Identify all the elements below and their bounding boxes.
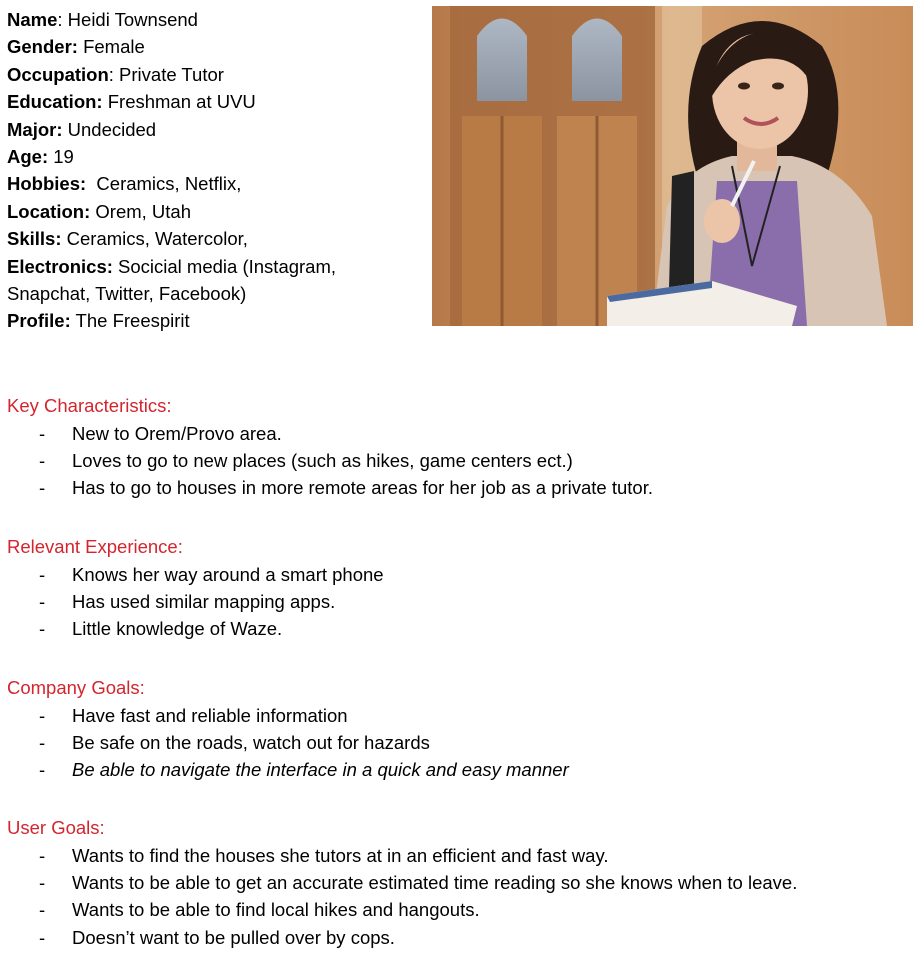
profile-row-gender: [7, 33, 427, 60]
bullet-dash: -: [39, 705, 46, 726]
profile-value: Undecided: [67, 118, 157, 140]
section-key-characteristics: [7, 394, 907, 502]
profile-value: Freshman at UVU: [107, 91, 256, 113]
profile-row-education: [7, 88, 427, 115]
profile-value: Ceramics, Netflix,: [96, 173, 242, 195]
list-item: - Be safe on the roads, watch out for hazards: [7, 729, 907, 756]
bullet-dash: -: [39, 423, 46, 444]
profile-value: Heidi Townsend: [67, 9, 198, 30]
profile-label: Gender:: [7, 36, 78, 58]
list-item: - Be able to navigate the interface in a quick and easy manner: [7, 756, 907, 783]
profile-value: Ceramics, Watercolor,: [66, 228, 248, 250]
profile-row-profile: [7, 307, 427, 334]
bullet-dash: -: [39, 618, 46, 640]
profile-row-age: [7, 143, 427, 170]
bullet-dash: -: [39, 926, 46, 948]
list-item: - Have fast and reliable information: [7, 702, 907, 729]
section-heading: Relevant Experience:: [7, 536, 183, 557]
list-item: - Has used similar mapping apps.: [7, 588, 907, 615]
persona-photo: [432, 6, 913, 326]
bullet-dash: -: [39, 450, 46, 472]
list-item: - Loves to go to new places (such as hikes, game centers ect.): [7, 447, 907, 474]
profile-label: Education:: [7, 91, 103, 113]
list-item: - Little knowledge of Waze.: [7, 615, 907, 642]
bullet-dash: -: [39, 477, 46, 499]
profile-value: The Freespirit: [75, 310, 190, 332]
list-item: - Wants to find the houses she tutors at in an efficient and fast way.: [7, 842, 907, 869]
bullet-list: [7, 561, 907, 643]
profile-label: Age:: [7, 146, 49, 168]
bullet-dash: -: [39, 872, 46, 894]
profile-value: Orem, Utah: [95, 200, 191, 222]
bullet-dash: -: [39, 759, 46, 781]
list-item: - Wants to be able to find local hikes and hangouts.: [7, 896, 907, 923]
profile-value: Female: [83, 36, 145, 58]
profile-label: Electronics:: [7, 255, 113, 277]
profile-row-electronics: [7, 253, 377, 308]
profile-label: Profile:: [7, 310, 71, 332]
list-item: - Has to go to houses in more remote areas for her job as a private tutor.: [7, 474, 907, 501]
bullet-list: [7, 702, 907, 784]
list-item: - New to Orem/Provo area.: [7, 420, 907, 447]
section-user-goals: [7, 816, 907, 951]
profile-value: Socicial media (Instagram, Snapchat, Twitter, Facebook): [7, 255, 337, 305]
profile-label: Major:: [7, 118, 63, 140]
bullet-dash: -: [39, 732, 46, 754]
list-item: - Knows her way around a smart phone: [7, 561, 907, 588]
profile-row-skills: [7, 225, 427, 252]
profile-row-name: Name: Heidi Townsend: [7, 9, 198, 30]
profile-row-hobbies: [7, 170, 427, 197]
profile-row-location: [7, 198, 427, 225]
bullet-dash: -: [39, 899, 46, 921]
bullet-list: [7, 420, 907, 502]
profile-label: Occupation: [7, 63, 109, 85]
profile-value: 19: [53, 146, 74, 168]
bullet-dash: -: [39, 591, 46, 613]
section-relevant-experience: [7, 535, 907, 643]
profile-row-major: [7, 116, 427, 143]
list-item: - Doesn’t want to be pulled over by cops.: [7, 924, 907, 951]
list-item: - Wants to be able to get an accurate estimated time reading so she knows when to leave.: [7, 869, 907, 896]
profile-row-occupation: Occupation: Private Tutor: [7, 63, 224, 85]
profile-label: Hobbies:: [7, 173, 87, 195]
section-heading: Company Goals:: [7, 677, 145, 698]
bullet-list: [7, 842, 907, 951]
profile-label: Skills:: [7, 228, 62, 250]
section-heading: Key Characteristics:: [7, 395, 172, 416]
profile-value: Private Tutor: [119, 63, 224, 85]
section-heading: User Goals:: [7, 817, 105, 838]
bullet-dash: -: [39, 564, 46, 585]
profile-label: Name: [7, 9, 58, 30]
section-company-goals: [7, 676, 907, 784]
profile-label: Location:: [7, 200, 91, 222]
profile-details: [7, 6, 427, 335]
bullet-dash: -: [39, 845, 46, 866]
